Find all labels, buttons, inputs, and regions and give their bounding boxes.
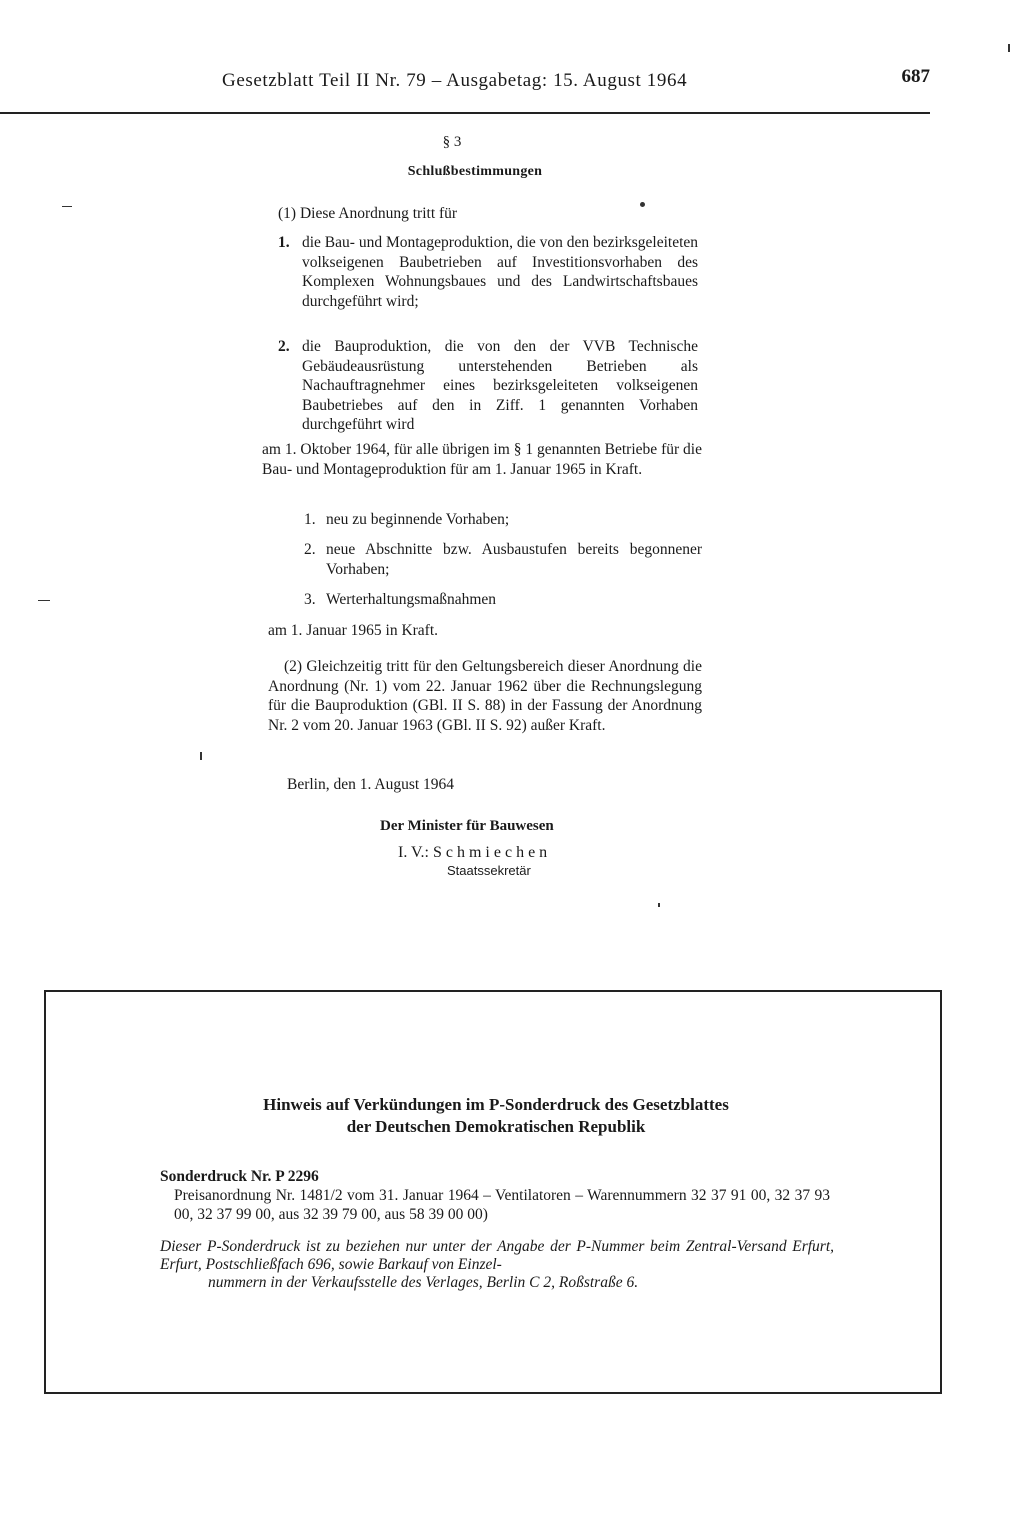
effective-date-paragraph: am 1. Oktober 1964, für alle übrigen im § 1 genannten Betriebe für die Bau- und Montageproduktion für am 1. Januar 1965 in Kraft. (262, 441, 702, 478)
signatory-name: Schmiechen (432, 844, 552, 861)
list-item-number: 2. (278, 338, 290, 355)
header-rule (0, 112, 930, 114)
signatory-name-line (398, 844, 551, 862)
sub-list-item-text: neu zu beginnende Vorhaben; (326, 511, 510, 528)
list-item-text: die Bau- und Montageproduktion, die von den bezirksgeleiteten volkseigenen Baubetrieben auf Investitionsvorhaben des Komplexen Wohnungsbaues und des Landwirtschaftsbaues durchgeführt wird; (302, 234, 699, 310)
sub-list-item-number: 2. (304, 541, 316, 558)
list-item-text: die Bauproduktion, die von den der VVB Technische Gebäudeausrüstung unterstehenden Betrieben als Nachauftragnehmer eines bezirksgeleiteten volkseigenen Baubetriebes auf den in Ziff. 1 genannten Vorhaben durchgeführt wird (302, 338, 698, 433)
notice-order-info (160, 1238, 834, 1292)
effective-date-closing: am 1. Januar 1965 in Kraft. (268, 622, 439, 639)
paragraph-2: (2) Gleichzeitig tritt für den Geltungsbereich dieser Anordnung die Anordnung (Nr. 1) vom 22. Januar 1962 über die Rechnungslegung für die Bauproduktion (GBl. II S. 88) in der Fassung der Anordnung Nr. 2 vom 20. Januar 1963 (GBl. II S. 92) außer Kraft. (268, 658, 702, 734)
scan-speck (200, 752, 202, 760)
scan-speck (62, 206, 72, 207)
sub-list-item-text: neue Abschnitte bzw. Ausbaustufen bereits begonnener Vorhaben; (326, 541, 702, 578)
sub-list-item (304, 510, 702, 530)
page-header (222, 66, 934, 106)
sub-list-item-text: Werterhaltungsmaßnahmen (326, 591, 497, 608)
list-item-number: 1. (278, 234, 290, 251)
section-intro: (1) Diese Anordnung tritt für (278, 205, 458, 222)
scan-speck (38, 600, 50, 601)
list-item (278, 337, 698, 435)
notice-order-line-1: Dieser P-Sonderdruck ist zu beziehen nur unter der Angabe der P-Nummer beim Zentral-Versand Erfurt, Erfurt, Postschließfach 696, sowie Barkauf von Einzel- (160, 1238, 834, 1273)
notice-box (44, 990, 942, 1394)
sub-list-item (304, 540, 702, 579)
sub-list-item-number: 3. (304, 591, 316, 608)
notice-description: Preisanordnung Nr. 1481/2 vom 31. Januar 1964 – Ventilatoren – Warennummern 32 37 91 00, 32 37 93 00, 32 37 99 00, aus 32 39 79 00, aus 58 39 00 00) (174, 1187, 830, 1223)
page-number: 687 (901, 66, 930, 87)
list-item (278, 233, 698, 311)
signatory-office: Der Minister für Bauwesen (380, 818, 554, 834)
notice-heading-line-1: Hinweis auf Verkündungen im P-Sonderdruck des Gesetzblattes (263, 1095, 729, 1114)
notice-heading (46, 1094, 946, 1138)
scan-speck (1008, 44, 1010, 52)
notice-heading-line-2: der Deutschen Demokratischen Republik (346, 1117, 646, 1136)
place-date: Berlin, den 1. August 1964 (287, 776, 455, 793)
header-title: Gesetzblatt Teil II Nr. 79 – Ausgabetag: 15. August 1964 (222, 70, 688, 91)
sub-list-item-number: 1. (304, 511, 316, 528)
section-title: Schlußbestimmungen (407, 164, 543, 179)
scan-speck (658, 903, 660, 907)
signatory-role: Staatssekretär (447, 863, 531, 878)
notice-order-line-2: nummern in der Verkaufsstelle des Verlages, Berlin C 2, Roßstraße 6. (208, 1274, 639, 1291)
section-number: § 3 (442, 134, 462, 150)
scan-speck (640, 202, 645, 207)
signatory-prefix: I. V.: (398, 844, 429, 861)
notice-print-number: Sonderdruck Nr. P 2296 (160, 1168, 319, 1185)
sub-list-item (304, 590, 702, 610)
